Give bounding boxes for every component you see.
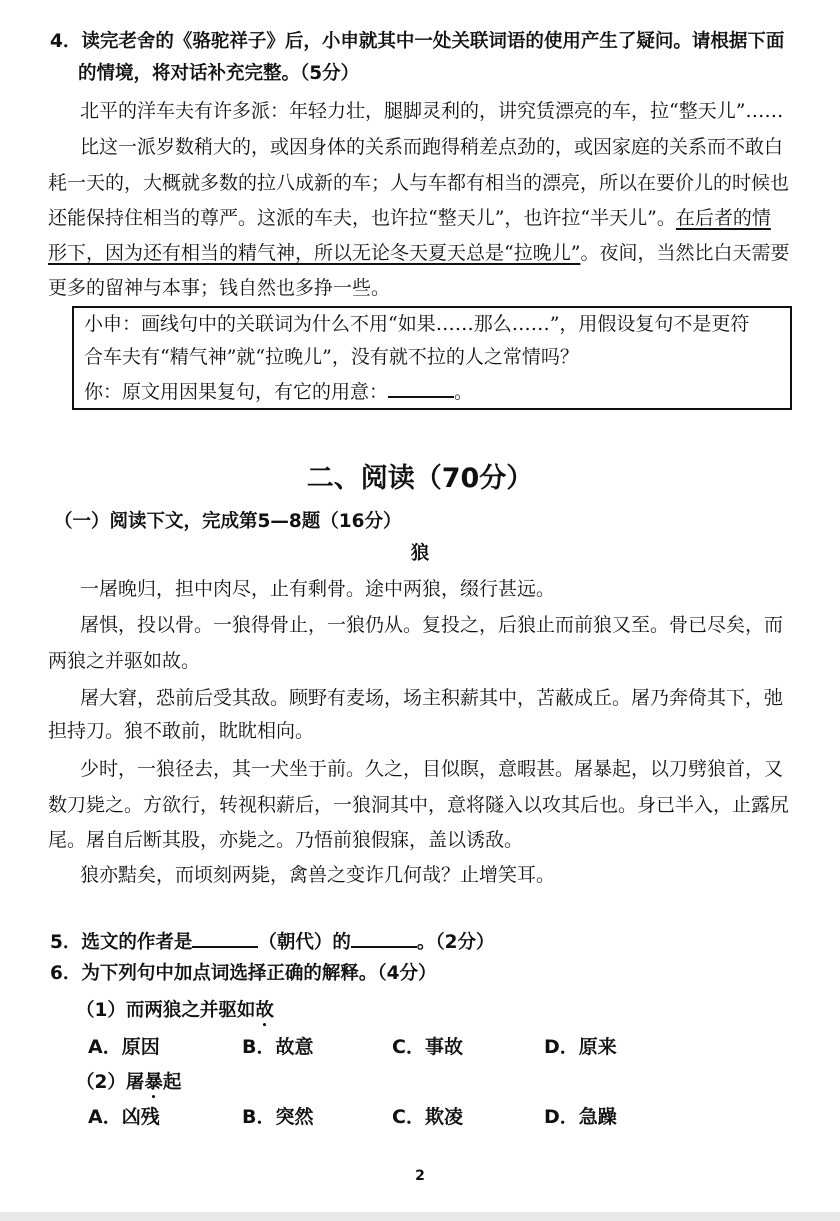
underlined-sentence: 形下，因为还有相当的精气神，所以无论冬天夏天总是“拉晚儿” [48, 242, 581, 264]
q6-sub1-text: （1）而两狼之并驱如 [76, 1000, 256, 1021]
q6-sub2 [76, 1070, 181, 1103]
passage-para2-line2: 耗一天的，大概就多数的拉八成新的车；人与车都有相当的漂亮，所以在要价儿的时候也 [48, 172, 790, 194]
article-para1: 一屠晚归，担中肉尽，止有剩骨。途中两狼，缀行甚远。 [80, 578, 556, 600]
q5-text: 。（2分） [416, 932, 495, 953]
dotted-word: 故 [255, 1000, 274, 1021]
q6-sub1-option-b[interactable]: B．故意 [242, 1036, 314, 1058]
passage-para1: 北平的洋车夫有许多派：年轻力壮，腿脚灵利的，讲究赁漂亮的车，拉“整天儿”…… [80, 100, 784, 122]
q6-sub2-option-c[interactable]: C．欺凌 [392, 1106, 463, 1128]
q5-text: 5．选文的作者是 [50, 932, 193, 953]
q6-sub1 [76, 998, 274, 1031]
q4-stem-line2: 的情境，将对话补充完整。（5分） [78, 63, 360, 84]
article-para3-line1: 屠大窘，恐前后受其敌。顾野有麦场，场主积薪其中，苫蔽成丘。屠乃奔倚其下，弛 [80, 687, 784, 709]
article-para4-line3: 尾。屠自后断其股，亦毙之。乃悟前狼假寐，盖以诱敌。 [48, 829, 524, 851]
q6-sub2-text: 起 [162, 1072, 182, 1093]
dynasty-blank[interactable] [351, 928, 417, 948]
section-heading: 二、阅读（70分） [306, 463, 534, 494]
bottom-edge [0, 1212, 840, 1221]
passage-para2-line3 [48, 205, 771, 231]
passage-para2-line5: 更多的留神与本事；钱自然也多挣一些。 [48, 277, 391, 299]
q4-stem-line1: 4．读完老舍的《骆驼祥子》后，小申就其中一处关联词语的使用产生了疑问。请根据下面 [50, 31, 785, 52]
article-title: 狼 [410, 543, 430, 564]
q5-stem [50, 928, 495, 956]
article-para2-line1: 屠惧，投以骨。一狼得骨止，一狼仍从。复投之，后狼止而前狼又至。骨已尽矣，而 [80, 614, 784, 636]
article-para2-line2: 两狼之并驱如故。 [48, 650, 201, 672]
article-para5: 狼亦黠矣，而顷刻两毙，禽兽之变诈几何哉？止增笑耳。 [80, 864, 556, 886]
q6-stem: 6．为下列句中加点词选择正确的解释。（4分） [50, 963, 437, 984]
article-para4-line2: 数刀毙之。方欲行，转视积薪后，一狼洞其中，意将隧入以攻其后也。身已半入，止露尻 [48, 794, 790, 816]
part1-instruction: （一）阅读下文，完成第5—8题（16分） [54, 511, 402, 532]
q6-sub1-option-d[interactable]: D．原来 [544, 1036, 617, 1058]
q6-sub2-option-b[interactable]: B．突然 [242, 1106, 314, 1128]
dialog-line3 [84, 378, 473, 405]
passage-text: 还能保持住相当的尊严。这派的车夫，也许拉“整天儿”，也许拉“半天儿”。 [48, 207, 676, 229]
dialog-end: 。 [454, 381, 474, 403]
dialog-line2: 合车夫有“精气神”就“拉晚儿”，没有就不拉的人之常情吗？ [84, 346, 579, 368]
dialog-line1: 小申：画线句中的关联词为什么不用“如果……那么……”，用假设复句不是更符 [84, 313, 750, 335]
answer-blank[interactable] [388, 378, 454, 398]
dialog-prompt: 你：原文用因果复句，有它的用意： [84, 381, 389, 403]
page-number: 2 [415, 1168, 425, 1184]
article-para3-line2: 担持刀。狼不敢前，眈眈相向。 [48, 720, 315, 742]
q6-sub2-text: （2）屠 [76, 1072, 145, 1093]
passage-para2-line1: 比这一派岁数稍大的，或因身体的关系而跑得稍差点劲的，或因家庭的关系而不敢白 [80, 136, 784, 158]
passage-text: 。夜间，当然比白天需要 [580, 242, 790, 264]
q6-sub1-option-a[interactable]: A．原因 [88, 1036, 160, 1058]
q5-text: （朝代）的 [258, 932, 351, 953]
q6-sub2-option-d[interactable]: D．急躁 [544, 1106, 617, 1128]
q6-sub1-option-c[interactable]: C．事故 [392, 1036, 463, 1058]
dotted-word: 暴 [144, 1072, 163, 1093]
q6-sub2-option-a[interactable]: A．凶残 [88, 1106, 160, 1128]
article-para4-line1: 少时，一狼径去，其一犬坐于前。久之，目似瞑，意暇甚。屠暴起，以刀劈狼首，又 [80, 758, 784, 780]
author-blank[interactable] [192, 928, 258, 948]
underlined-sentence: 在后者的情 [675, 207, 771, 229]
passage-para2-line4 [48, 240, 789, 266]
